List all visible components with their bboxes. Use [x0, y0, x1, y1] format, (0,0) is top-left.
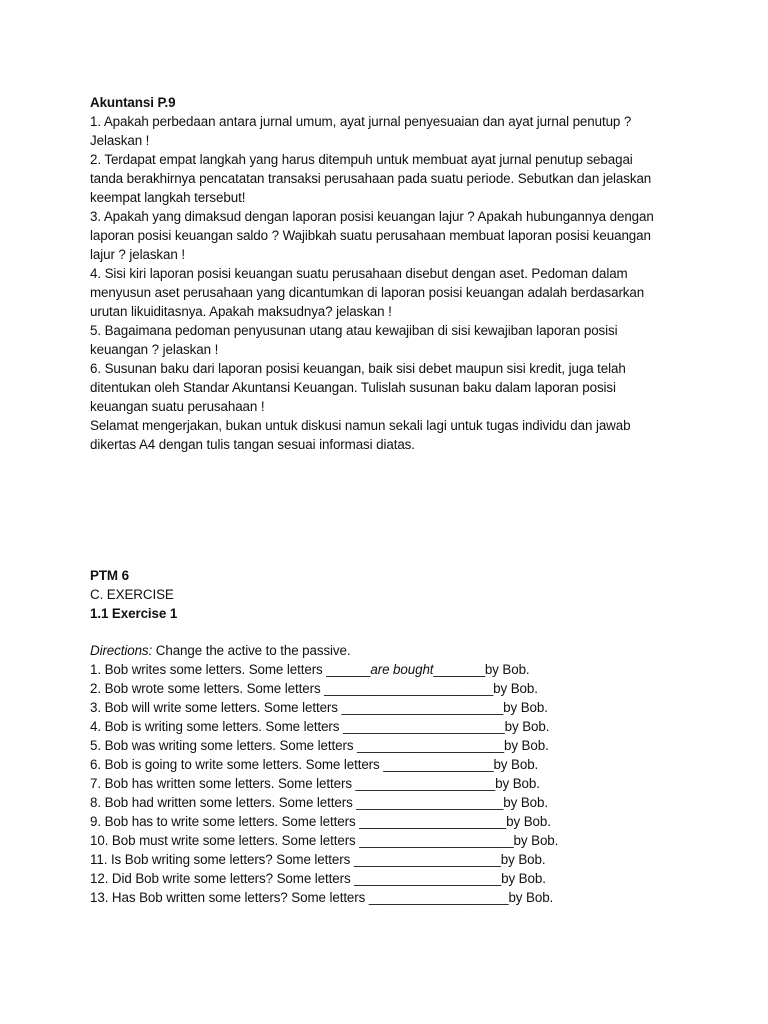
akuntansi-line: 6. Susunan baku dari laporan posisi keuangan, baik sisi debet maupun sisi kredit, juga telah — [90, 361, 626, 376]
section-heading: C. EXERCISE — [90, 587, 174, 602]
akuntansi-line: 2. Terdapat empat langkah yang harus ditempuh untuk membuat ayat jurnal penutup sebagai — [90, 152, 633, 167]
directions — [90, 641, 690, 660]
akuntansi-line: keuangan ? jelaskan ! — [90, 342, 219, 357]
ptm-section — [90, 566, 690, 907]
akuntansi-line: 3. Apakah yang dimaksud dengan laporan posisi keuangan lajur ? Apakah hubungannya dengan — [90, 209, 654, 224]
akuntansi-line: Selamat mengerjakan, bukan untuk diskusi namun sekali lagi untuk tugas individu dan jawab — [90, 418, 631, 433]
akuntansi-line: menyusun aset perusahaan yang dicantumkan di laporan posisi keuangan adalah berdasarkan — [90, 285, 645, 300]
akuntansi-section — [90, 93, 690, 454]
example-answer: are bought — [370, 662, 434, 677]
exercise-item: 8. Bob had written some letters. Some letters ____________________by Bob. — [90, 795, 548, 810]
exercise-item: 5. Bob was writing some letters. Some letters ____________________by Bob. — [90, 738, 549, 753]
exercise-item: 12. Did Bob write some letters? Some letters ____________________by Bob. — [90, 871, 546, 886]
akuntansi-line: urutan likuiditasnya. Apakah maksudnya? jelaskan ! — [90, 304, 392, 319]
exercise-item: 3. Bob will write some letters. Some letters ______________________by Bob. — [90, 700, 548, 715]
akuntansi-line: keempat langkah tersebut! — [90, 190, 246, 205]
akuntansi-line: laporan posisi keuangan saldo ? Wajibkah suatu perusahaan membuat laporan posisi keuangan — [90, 228, 651, 243]
akuntansi-line: 1. Apakah perbedaan antara jurnal umum, ayat jurnal penyesuaian dan ayat jurnal penutup ? — [90, 114, 632, 129]
exercise-title: 1.1 Exercise 1 — [90, 606, 178, 621]
ptm-title: PTM 6 — [90, 568, 129, 583]
example-suffix: _______by Bob. — [433, 662, 530, 677]
exercise-item: 6. Bob is going to write some letters. Some letters _______________by Bob. — [90, 757, 539, 772]
akuntansi-line: keuangan suatu perusahaan ! — [90, 399, 265, 414]
exercise-item: 4. Bob is writing some letters. Some letters ______________________by Bob. — [90, 719, 550, 734]
example-prefix: 1. Bob writes some letters. Some letters ______ — [90, 662, 371, 677]
directions-label: Directions: — [90, 643, 153, 658]
akuntansi-line: 5. Bagaimana pedoman penyusunan utang atau kewajiban di sisi kewajiban laporan posisi — [90, 323, 618, 338]
exercise-item: 7. Bob has written some letters. Some letters ___________________by Bob. — [90, 776, 540, 791]
akuntansi-line: ditentukan oleh Standar Akuntansi Keuangan. Tulislah susunan baku dalam laporan posisi — [90, 380, 616, 395]
akuntansi-line: dikertas A4 dengan tulis tangan sesuai informasi diatas. — [90, 437, 415, 452]
exercise-item: 10. Bob must write some letters. Some letters _____________________by Bob. — [90, 833, 559, 848]
exercise-item: 9. Bob has to write some letters. Some letters ____________________by Bob. — [90, 814, 551, 829]
exercise-item: 13. Has Bob written some letters? Some letters ___________________by Bob. — [90, 890, 554, 905]
spacer — [90, 623, 690, 641]
akuntansi-body — [90, 112, 690, 454]
akuntansi-line: tanda berakhirnya pencatatan transaksi perusahaan pada suatu periode. Sebutkan dan jelaskan — [90, 171, 652, 186]
akuntansi-line: lajur ? jelaskan ! — [90, 247, 185, 262]
exercise-item: 2. Bob wrote some letters. Some letters _______________________by Bob. — [90, 681, 538, 696]
akuntansi-line: Jelaskan ! — [90, 133, 150, 148]
directions-text: Change the active to the passive. — [152, 643, 351, 658]
exercise-item-example — [90, 660, 690, 679]
akuntansi-line: 4. Sisi kiri laporan posisi keuangan suatu perusahaan disebut dengan aset. Pedoman dalam — [90, 266, 628, 281]
akuntansi-title: Akuntansi P.9 — [90, 95, 176, 110]
exercise-item: 11. Is Bob writing some letters? Some letters ____________________by Bob. — [90, 852, 546, 867]
